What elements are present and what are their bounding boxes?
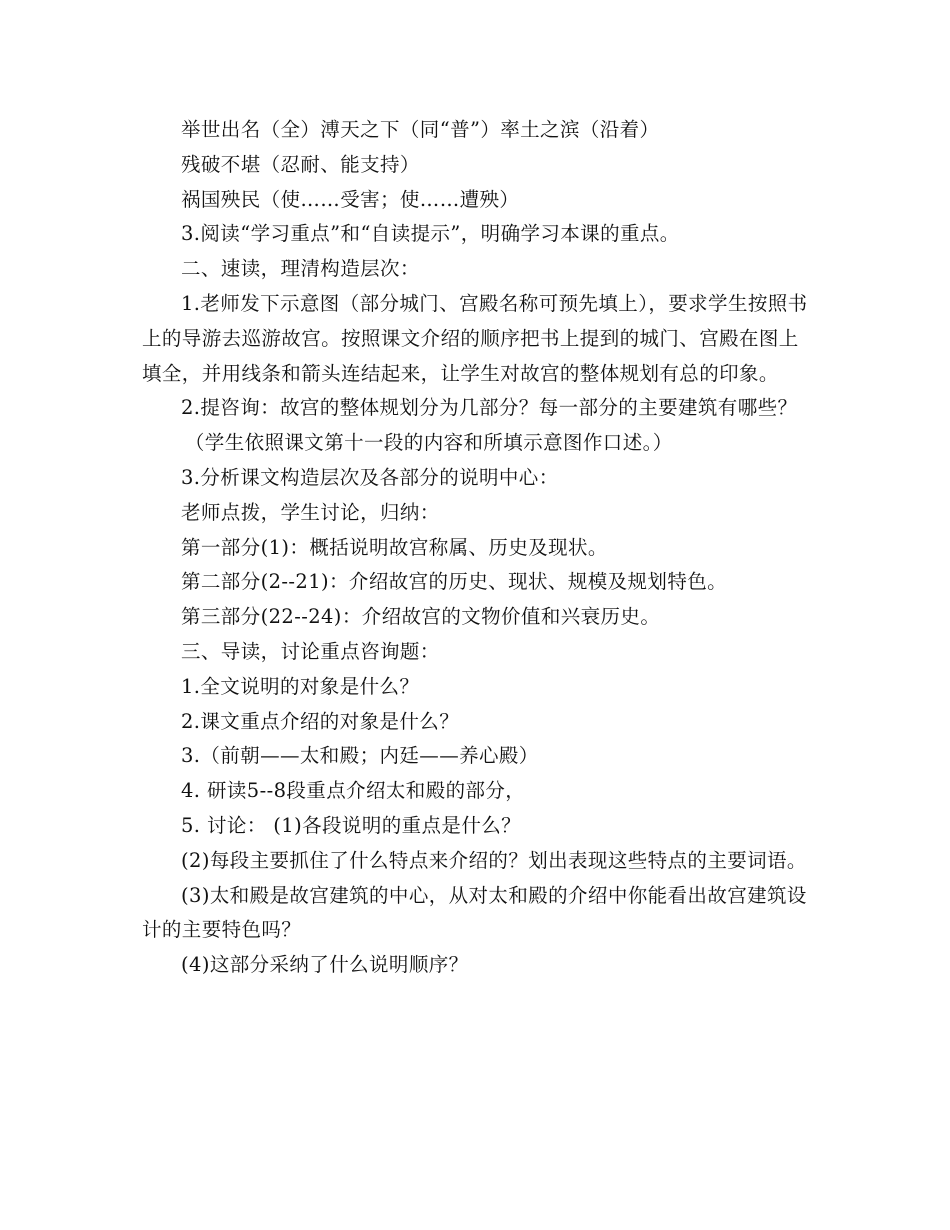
paragraph-discussion-2: (2)每段主要抓住了什么特点来介绍的？划出表现这些特点的主要词语。 <box>181 848 807 872</box>
paragraph-vocab-3: 祸国殃民（使……受害；使……遭殃） <box>181 187 520 211</box>
paragraph-discussion-3: (3)太和殿是故宫建筑的中心，从对太和殿的介绍中你能看出故宫建筑设计的主要特色吗？ <box>142 883 807 942</box>
paragraph-part-3: 第三部分(22--24)：介绍故宫的文物价值和兴衰历史。 <box>181 605 661 629</box>
paragraph-step-3-read: 3.阅读“学习重点”和“自读提示”，明确学习本课的重点。 <box>181 222 680 246</box>
paragraph-step-1-map: 1.老师发下示意图（部分城门、宫殿名称可预先填上），要求学生按照书上的导游去巡游故宫。按照课文介绍的顺序把书上提到的城门、宫殿在图上填全，并用线条和箭头连结起来，让学生对故宫的整体规划有总的印象。 <box>142 291 808 385</box>
section-heading-2: 二、速读，理清构造层次： <box>181 257 420 281</box>
paragraph-vocab-2: 残破不堪（忍耐、能支持） <box>181 152 420 176</box>
paragraph-question-2: 2.课文重点介绍的对象是什么？ <box>181 709 460 733</box>
paragraph-question-4: 4. 研读5--8段重点介绍太和殿的部分， <box>181 779 526 803</box>
paragraph-part-1: 第一部分(1)：概括说明故宫称属、历史及现状。 <box>181 535 608 559</box>
paragraph-teacher-guide: 老师点拨，学生讨论，归纳： <box>181 500 440 524</box>
paragraph-question-1: 1.全文说明的对象是什么？ <box>181 674 420 698</box>
paragraph-student-note: （学生依照课文第十一段的内容和所填示意图作口述。） <box>184 431 673 455</box>
paragraph-question-5: 5. 讨论： (1)各段说明的重点是什么？ <box>181 813 522 837</box>
paragraph-question-3: 3.（前朝——太和殿；内廷——养心殿） <box>181 744 539 768</box>
paragraph-discussion-4: (4)这部分采纳了什么说明顺序？ <box>181 953 469 977</box>
section-heading-3: 三、导读，讨论重点咨询题： <box>181 639 440 663</box>
paragraph-step-2-question: 2.提咨询：故宫的整体规划分为几部分？每一部分的主要建筑有哪些？ <box>181 396 798 420</box>
document-body <box>142 113 812 983</box>
paragraph-part-2: 第二部分(2--21)：介绍故宫的历史、现状、规模及规划特色。 <box>181 570 728 594</box>
paragraph-vocab-1: 举世出名（全）溥天之下（同“普”）率土之滨（沿着） <box>181 118 660 141</box>
paragraph-step-3-analyze: 3.分析课文构造层次及各部分的说明中心： <box>181 465 559 489</box>
